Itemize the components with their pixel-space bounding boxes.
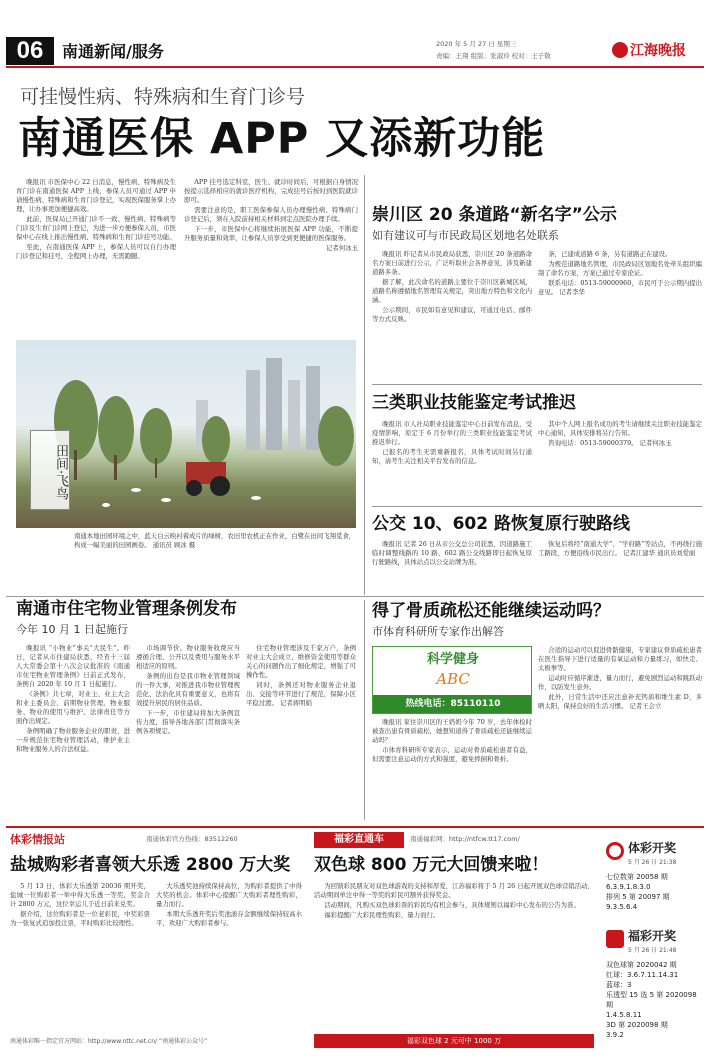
ticai-footer: 南通体彩唯一指定官方网站：http://www.nttc.net.cn/ “南通体彩公众号” (10, 1038, 208, 1045)
fucai-result-icon (606, 930, 624, 948)
fracture-title: 得了骨质疏松还能继续运动吗？ (372, 601, 610, 621)
fucai-results-list (606, 960, 704, 1040)
section-title: 南通新闻/服务 (62, 42, 164, 61)
header-rule (6, 66, 704, 68)
ticai-results-list (606, 872, 704, 916)
paragraph: 下一步，市住建局将加大条例宣传力度，指导各地各部门贯彻落实条例各项规定。 (136, 709, 240, 735)
paragraph: 据了解，此次命名的道路主要位于崇川区新城区域，道路名称遵循地名管理有关规定，突出地方特色和文化内涵。 (372, 278, 532, 304)
result-line: 6.3.9.1.8.3.0 (606, 883, 651, 891)
ticai-result-title: 体彩开奖 (628, 841, 677, 855)
paragraph: 下一步，市医保中心将继续拓展医保 APP 功能，不断提升服务质量和效率，让参保人员享受到更便捷的医保服务。 (184, 225, 358, 242)
paragraph: 晚报讯 “小物业”事关“大民生”。昨日，记者从市住建局获悉，经省十三届人大常委会第十八次会议批准的《南通市住宅物业管理条例》日前正式发布，条例自 2020 年 10 月 1 日起施行。 (16, 644, 130, 688)
vocational-col-2 (538, 420, 702, 500)
paragraph: APP 挂号选定科室、医生、就诊时间后，可根据自身情况按提示选择相应的就诊医疗机构，完成挂号后按时到医院就诊即可。 (184, 178, 358, 204)
paragraph: 运动时应循序渐进，量力而行，避免剧烈运动和跳跃动作，以防发生意外。 (538, 674, 702, 691)
ticai-col-2 (156, 882, 302, 1034)
ticai-hotline: 南通体彩官方热线：83512260 (146, 835, 238, 843)
paragraph: 晚报讯 记者 26 日从市公交总公司获悉，因道路施工临时调整线路的 10 路、602 路公交线路即日起恢复原行驶路线，具体站点以公交站牌为准。 (372, 540, 532, 566)
ticai-brand: 体彩情报站 (10, 833, 65, 846)
paragraph: 为规范道路地名管理，市民政局区划地名处牵头组织编制了命名方案，方案已通过专家论证。 (538, 260, 702, 277)
ticai-result-icon (606, 842, 624, 860)
paragraph: 至此，在南通医保 APP 上，参保人员可以自行办理门诊登记和挂号，全程网上办理，无需跑腿。 (16, 243, 176, 260)
ticai-col-1 (10, 882, 150, 1034)
fucai-title: 双色球 800 万元大回馈来啦！ (314, 855, 549, 875)
fucai-result-date: 5 月 26 日 21:48 (628, 947, 677, 954)
paragraph: 联系电话：0513-59000960，市民可于公示期内提出意见。 记者李华 (538, 279, 702, 296)
paragraph: 晚报讯 市人社局职业技能鉴定中心日前发布消息，受疫情影响，原定于 6 月份举行的三类职业技能鉴定考试推迟举行。 (372, 420, 532, 446)
divider (372, 506, 702, 507)
paragraph: 5 月 13 日，体彩大乐透第 20036 期开奖，盐城一位购彩者一举中得大乐透一等奖，奖金合计 2800 万元，这位幸运儿于近日前来兑奖。 (10, 882, 150, 908)
paragraph: 据介绍，这位购彩者是一位老彩民，中奖彩票为一张复式追加投注票，平时购彩比较理性。 (10, 910, 150, 927)
paragraph: 需要注意的是，职工医保参保人员办理慢性病、特殊病门诊登记后，须在入院前持相关材料到定点医院办理手续。 (184, 206, 358, 223)
photo-vertical-label: 田间·飞鸟 (30, 430, 70, 510)
chongchuan-col-1 (372, 250, 532, 378)
property-title: 南通市住宅物业管理条例发布 (16, 599, 237, 619)
fitness-logo (372, 646, 532, 714)
logo-seal-icon (612, 42, 628, 58)
divider (364, 175, 365, 595)
lead-kicker: 可挂慢性病、特殊病和生育门诊号 (20, 86, 306, 108)
lead-title: 南通医保 APP 又添新功能 (18, 114, 546, 164)
issue-date: 2020 年 5 月 27 日 星期三 (436, 40, 517, 48)
fucai-footer-banner: 福彩双色球 2 元可中 1000 万 (314, 1034, 594, 1048)
lottery-results (604, 830, 704, 1052)
lead-col-2 (184, 178, 358, 328)
paragraph: 合适的运动可以促进骨骼健康，专家建议骨质疏松患者在医生指导下进行适量的有氧运动和力量练习，如快走、太极拳等。 (538, 646, 702, 672)
page-number: 06 (6, 37, 54, 65)
fitness-logo-abc: ABC (436, 670, 470, 688)
result-line: 3D 第 2020098 期 (606, 1021, 668, 1029)
bus-title: 公交 10、602 路恢复原行驶路线 (372, 514, 630, 534)
chongchuan-col-2 (538, 250, 702, 378)
paragraph: 大乐透奖池持续保持高位，为购彩者提供了中得大奖的机会。体彩中心提醒广大购彩者理性购彩，量力而行。 (156, 882, 302, 908)
fucai-website: 南通福彩网：http://ntfcw.tt17.com/ (410, 835, 520, 843)
property-subtitle: 今年 10 月 1 日起施行 (16, 623, 128, 636)
paragraph: 已报名的考生无需重新报名，具体考试时间另行通知，请考生关注相关平台发布的信息。 (372, 448, 532, 465)
paragraph: 公示期间，市民如有意见和建议，可通过电话、邮件等方式反映。 (372, 306, 532, 323)
fucai-section (310, 830, 598, 1052)
ticai-result-date: 5 月 26 日 21:38 (628, 859, 677, 866)
chongchuan-title: 崇川区 20 条道路“新名字”公示 (372, 205, 617, 225)
paragraph: 为回馈彩民朋友对双色球游戏的支持和厚爱，江苏福彩将于 5 月 26 日起开展双色球营销活动，活动期间单注中得一等奖的彩民可额外获得奖金。 (314, 882, 594, 899)
lead-col-1 (16, 178, 176, 328)
vocational-title: 三类职业技能鉴定考试推迟 (372, 393, 576, 413)
result-line: 3.9.2 (606, 1031, 624, 1039)
vocational-col-1 (372, 420, 532, 500)
chongchuan-subtitle: 如有建议可与市民政局区划地名处联系 (372, 229, 559, 242)
page-header (0, 0, 708, 68)
fitness-logo-title: 科学健身 (426, 652, 479, 667)
paragraph: 同时，条例还对物业服务企业退出、交接等环节进行了规范，保障小区平稳过渡。 记者蒋明娟 (246, 681, 356, 707)
logo-text: 江海晚报 (630, 43, 686, 59)
paragraph: 恢复后将经“南通大学”、“学府路”等站点，不再绕行施工路段，方便沿线市民出行。 记者江建华 通讯员刘爱丽 (538, 540, 702, 557)
divider (364, 600, 365, 820)
fracture-subtitle: 市体育科研所专家作出解答 (372, 625, 504, 638)
paragraph: 市体育科研所专家表示，运动对骨质疏松患者有益，但需要注意运动的方式和强度，避免摔倒和骨折。 (372, 746, 532, 763)
divider (6, 596, 704, 597)
bus-col-1 (372, 540, 532, 588)
paragraph: 条例明确了物业服务企业的职责，进一步规范住宅物业管理活动，维护业主和物业服务人的合法权益。 (16, 727, 130, 753)
paragraph: 晚报讯 市医保中心 22 日消息，慢性病、特殊病及生育门诊在南通医保 APP 上线，参保人员可通过 APP 申请慢性病、特殊病和生育门诊登记，实现医保服务掌上办理，让办事更加便捷高效。 (16, 178, 176, 213)
fucai-result-title: 福彩开奖 (628, 929, 677, 943)
paragraph: 此外，日常生活中还应注意补充钙质和维生素 D，多晒太阳，保持良好的生活习惯。 记者王会立 (538, 693, 702, 710)
fucai-body (314, 882, 594, 1032)
fitness-hotline: 热线电话：85110110 (373, 695, 532, 713)
property-col-2 (136, 644, 240, 820)
result-line: 9.3.5.6.4 (606, 903, 638, 911)
fracture-col-2 (538, 646, 702, 820)
divider (372, 384, 702, 385)
fracture-col-1 (372, 718, 532, 820)
paragraph: 条，已建成道路 6 条，另有道路正在建设。 (548, 250, 672, 258)
result-line: 红球：3.6.7.11.14.31 (606, 971, 679, 979)
result-line: 蓝球：3 (606, 981, 632, 989)
paragraph: 咨询电话：0513-59000379。 记者何冰玉 (548, 439, 672, 447)
result-line: 1.4.5.8.11 (606, 1011, 642, 1019)
editor-credits: 责编：王翔 组版：张淑玲 校对：王子敬 (436, 52, 551, 60)
paragraph: 《条例》共七章，对业主、业主大会和业主委员会、前期物业管理、物业服务、物业的使用与维护、法律责任等方面作出规定。 (16, 690, 130, 725)
paragraph: 市场调节价。物业服务收费应当遵循合理、公开以及费用与服务水平相适应的原则。 (136, 644, 240, 670)
byline: 记者何冰玉 (326, 244, 358, 252)
result-line: 双色球第 2020042 期 (606, 961, 677, 969)
paragraph: 活动期间，凡购买双色球彩票的彩民均有机会参与，具体规则以福彩中心发布的公告为准。 (324, 901, 580, 909)
paragraph: 条例的出台是我市物业管理领域的一件大事，对推进我市物业管理规范化、法治化具有重要意义，也将有效提升居民的居住品质。 (136, 672, 240, 707)
paragraph: 晚报讯 昨记者从市民政局获悉，崇川区 20 条道路命名方案日前进行公示，广泛听取社会各界意见，涉及新建道路多条。 (372, 250, 532, 276)
paragraph: 住宅物业管理涉及千家万户，条例对业主大会成立、维修资金使用等群众关心的问题作出了细化规定，增强了可操作性。 (246, 644, 356, 679)
paragraph: 晚报讯 家住崇川区的王奶奶今年 70 岁，去年体检时被查出患有骨质疏松，她想知道得了骨质疏松还能继续运动吗？ (372, 718, 532, 744)
lottery-rule (6, 826, 704, 828)
field-photo (16, 340, 356, 528)
paragraph: 本期大乐透开奖后奖池滚存金额继续保持较高水平，欢迎广大购彩者参与。 (156, 910, 302, 927)
result-line: 七位数第 20058 期 (606, 873, 668, 881)
bus-col-2 (538, 540, 702, 588)
property-col-3 (246, 644, 356, 820)
property-col-1 (16, 644, 130, 820)
photo-caption: 南通本地田园环境之中，蓝天白云映衬着成片的绿树，农田里农机正在作业，白鹭在田间飞翔觅食，构成一幅美丽的田园画卷。 通讯员 顾冰 摄 (74, 532, 356, 549)
photo-block (16, 340, 356, 564)
newspaper-logo (612, 38, 704, 64)
fucai-brand-badge: 福彩直通车 (314, 832, 404, 848)
result-line: 排列 5 第 20097 期 (606, 893, 670, 901)
paragraph: 此前，医保局已开通门诊不一致、慢性病、特殊病等门诊及生育门诊网上登记，为进一步方便参保人员，市医保中心在线上推出慢性病、特殊病和生育门诊挂号功能。 (16, 215, 176, 241)
result-line: 乐透型 15 选 5 第 2020098 期 (606, 991, 697, 1009)
paragraph: 福彩提醒广大彩民理性购彩，量力而行。 (324, 911, 440, 919)
paragraph: 其中个人网上报名成功的考生请继续关注职业技能鉴定中心通知，具体安排将另行告知。 (538, 420, 702, 437)
ticai-section (6, 830, 304, 1052)
ticai-title: 盐城购彩者喜领大乐透 2800 万大奖 (10, 855, 291, 875)
